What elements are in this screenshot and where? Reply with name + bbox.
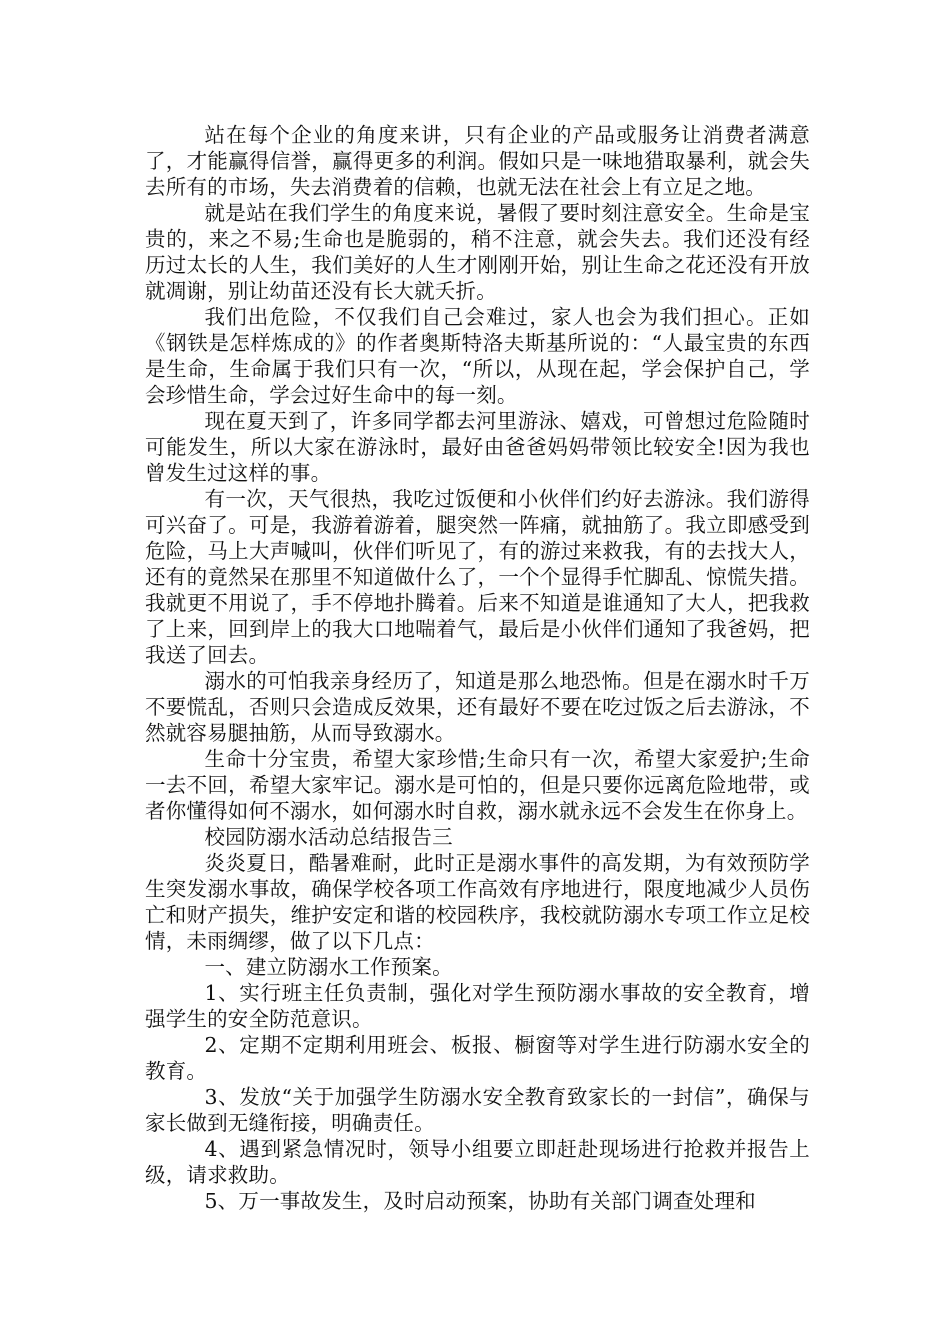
paragraph-personal-story: 有一次，天气很热，我吃过饭便和小伙伴们约好去游泳。我们游得可兴奋了。可是，我游着游着，腿突然一阵痛，就抽筋了。我立即感受到危险，马上大声喊叫，伙伴们听见了，有的游过来救我，有的去找大人，还有的竟然呆在那里不知道做什么了，一个个显得手忙脚乱、惊慌失措。我就更不用说了，手不停地扑腾着。后来不知道是谁通知了大人，把我救了上来，回到岸上的我大口地喘着气，最后是小伙伴们通知了我爸妈，把我送了回去。: [145, 487, 810, 667]
paragraph-report-intro: 炎炎夏日，酷暑难耐，此时正是溺水事件的高发期，为有效预防学生突发溺水事故，确保学校各项工作高效有序地进行，限度地减少人员伤亡和财产损失，维护安定和谐的校园秩序，我校就防溺水专项工作立足校情，未雨绸缪，做了以下几点：: [145, 851, 810, 953]
paragraph-enterprise-perspective: 站在每个企业的角度来讲，只有企业的产品或服务让消费者满意了，才能赢得信誉，赢得更多的利润。假如只是一味地猎取暴利，就会失去所有的市场，失去消费着的信赖，也就无法在社会上有立足之地。: [145, 123, 810, 199]
document-page: [145, 122, 810, 1214]
section-heading-report-three: 校园防溺水活动总结报告三: [204, 825, 453, 849]
list-item-2: 2、定期不定期利用班会、板报、橱窗等对学生进行防溺水安全的教育。: [145, 1033, 810, 1083]
paragraph-family-worry: 我们出危险，不仅我们自己会难过，家人也会为我们担心。正如《钢铁是怎样炼成的》的作者奥斯特洛夫斯基所说的：“人最宝贵的东西是生命，生命属于我们只有一次，“所以，从现在起，学会保护自己，学会珍惜生命，学会过好生命中的每一刻。: [145, 305, 810, 407]
list-item-3: 3、发放“关于加强学生防溺水安全教育致家长的一封信”，确保与家长做到无缝衔接，明确责任。: [145, 1085, 810, 1135]
paragraph-drowning-fear: 溺水的可怕我亲身经历了，知道是那么地恐怖。但是在溺水时千万不要慌乱，否则只会造成反效果，还有最好不要在吃过饭之后去游泳，不然就容易腿抽筋，从而导致溺水。: [145, 669, 810, 745]
list-item-1: 1、实行班主任负责制，强化对学生预防溺水事故的安全教育，增强学生的安全防范意识。: [145, 981, 810, 1031]
list-item-5: 5、万一事故发生，及时启动预案，协助有关部门调查处理和: [204, 1189, 756, 1213]
paragraph-cherish-life: 生命十分宝贵，希望大家珍惜;生命只有一次，希望大家爱护;生命一去不回，希望大家牢记。溺水是可怕的，但是只要你远离危险地带，或者你懂得如何不溺水，如何溺水时自救，溺水就永远不会发生在你身上。: [145, 747, 810, 823]
list-item-4: 4、遇到紧急情况时，领导小组要立即赶赴现场进行抢救并报告上级，请求救助。: [145, 1137, 810, 1187]
paragraph-summer-swimming: 现在夏天到了，许多同学都去河里游泳、嬉戏，可曾想过危险随时可能发生，所以大家在游泳时，最好由爸爸妈妈带领比较安全!因为我也曾发生过这样的事。: [145, 409, 810, 485]
paragraph-student-perspective: 就是站在我们学生的角度来说，暑假了要时刻注意安全。生命是宝贵的，来之不易;生命也是脆弱的，稍不注意，就会失去。我们还没有经历过太长的人生，我们美好的人生才刚刚开始，别让生命之花还没有开放就凋谢，别让幼苗还没有长大就夭折。: [145, 201, 810, 303]
list-heading-plan: 一、建立防溺水工作预案。: [204, 955, 453, 979]
